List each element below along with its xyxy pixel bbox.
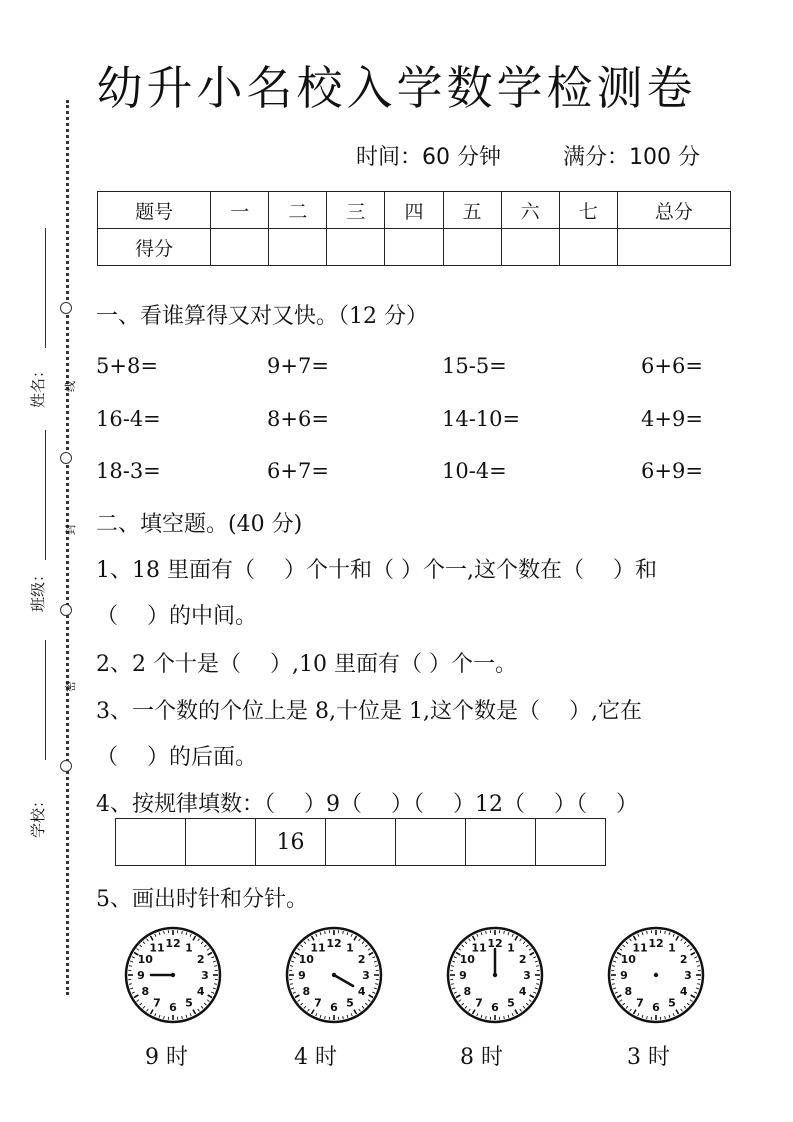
clock-tick — [164, 931, 165, 934]
clock-number: 12 — [326, 937, 342, 950]
calc-item: 16-4= — [96, 407, 161, 431]
clock-label: 9 时 — [145, 1045, 188, 1070]
clock-face[interactable] — [605, 924, 707, 1026]
clock-number: 4 — [679, 985, 688, 998]
clock-number: 2 — [518, 953, 527, 966]
clock-tick — [129, 966, 132, 967]
clock-number: 9 — [298, 969, 306, 982]
seal-mark-feng: 封 — [64, 524, 77, 535]
clock-number: 2 — [196, 953, 205, 966]
question-4: 4、按规律填数：（ ）9（ ）（ ）12（ ）（ ） — [96, 792, 638, 817]
score-header-cell: 五 — [443, 192, 501, 229]
pattern-box[interactable] — [325, 818, 396, 866]
pattern-box[interactable] — [115, 818, 186, 866]
clock-tick — [182, 931, 183, 934]
pattern-box-row — [116, 818, 606, 866]
calc-item: 5+8= — [96, 354, 158, 378]
clock-tick — [504, 931, 505, 934]
score-row-label: 得分 — [98, 229, 211, 266]
clock-number: 10 — [137, 953, 153, 966]
clock-number: 12 — [487, 937, 503, 950]
score-cell[interactable] — [443, 229, 501, 266]
calc-item: 6+9= — [641, 459, 703, 483]
score-cell[interactable] — [501, 229, 559, 266]
clock-tick — [665, 931, 666, 934]
clock-tick — [612, 966, 615, 967]
question-1b: （ ）的中间。 — [96, 604, 257, 629]
score-header-cell: 总分 — [617, 192, 730, 229]
clock-number: 8 — [302, 985, 311, 998]
question-2: 2、2 个十是（ ）,10 里面有（ ）个一。 — [96, 652, 517, 677]
calc-item: 14-10= — [442, 407, 521, 431]
score-header-cell: 二 — [269, 192, 327, 229]
clock-number: 3 — [523, 969, 531, 982]
score-cell[interactable] — [327, 229, 385, 266]
clock-number: 7 — [636, 996, 644, 1010]
binding-dotted-line — [66, 100, 69, 995]
clock-number: 1 — [507, 941, 515, 955]
clock-face[interactable] — [283, 924, 385, 1026]
clock-center — [493, 973, 497, 977]
calc-item: 18-3= — [96, 459, 161, 483]
clock-number: 10 — [459, 953, 475, 966]
clock-center — [654, 973, 658, 977]
clock-tick — [697, 966, 700, 967]
clock-number: 8 — [624, 985, 633, 998]
binding-circle — [60, 760, 72, 772]
clock-number: 6 — [652, 1001, 660, 1014]
clock-number: 5 — [185, 996, 193, 1010]
clock-number: 7 — [314, 996, 322, 1010]
clock-face[interactable] — [444, 924, 546, 1026]
clock-tick — [486, 1016, 487, 1019]
time-info: 时间：60 分钟 — [356, 145, 501, 170]
score-header-cell: 三 — [327, 192, 385, 229]
clock-number: 4 — [196, 985, 205, 998]
name-blank-line — [45, 228, 46, 348]
pattern-box[interactable]: 16 — [255, 818, 326, 866]
calc-item: 9+7= — [267, 354, 329, 378]
section2-heading: 二、填空题。(40 分) — [96, 512, 303, 537]
score-header-cell: 七 — [559, 192, 617, 229]
name-label: 姓名： — [29, 362, 47, 408]
clock-number: 9 — [459, 969, 467, 982]
clock-number: 10 — [298, 953, 314, 966]
full-score-info: 满分：100 分 — [563, 145, 700, 170]
clock-number: 12 — [165, 937, 181, 950]
clock-number: 4 — [357, 985, 366, 998]
clock-number: 9 — [620, 969, 628, 982]
pattern-box[interactable] — [185, 818, 256, 866]
clock-label: 3 时 — [627, 1045, 670, 1070]
question-1a: 1、18 里面有（ ）个十和（ ）个一,这个数在（ ）和 — [96, 558, 657, 583]
clock-face[interactable] — [122, 924, 224, 1026]
clock-number: 2 — [357, 953, 366, 966]
score-header-cell: 题号 — [98, 192, 211, 229]
clock-tick — [343, 1016, 344, 1019]
pattern-box[interactable] — [395, 818, 466, 866]
class-blank-line — [45, 430, 46, 560]
calc-item: 15-5= — [442, 354, 507, 378]
clock-tick — [665, 1016, 666, 1019]
question-3b: （ ）的后面。 — [96, 745, 257, 770]
clock-tick — [214, 966, 217, 967]
seal-mark-mi: 密 — [64, 681, 77, 692]
clock-label: 8 时 — [460, 1045, 503, 1070]
clock-tick — [647, 931, 648, 934]
clock-number: 5 — [668, 996, 676, 1010]
score-table-score-row — [98, 229, 731, 266]
question-3a: 3、一个数的个位上是 8,十位是 1,这个数是（ ）,它在 — [96, 699, 642, 724]
score-cell[interactable] — [269, 229, 327, 266]
calc-item: 8+6= — [267, 407, 329, 431]
class-label: 班级： — [29, 566, 47, 612]
clock-number: 11 — [310, 941, 326, 955]
clock-number: 7 — [153, 996, 161, 1010]
binding-circle — [60, 452, 72, 464]
clock-label: 4 时 — [294, 1045, 337, 1070]
binding-circle — [60, 604, 72, 616]
clock-number: 9 — [137, 969, 145, 982]
clock-number: 1 — [668, 941, 676, 955]
clock-number: 11 — [149, 941, 165, 955]
clock-tick — [536, 984, 539, 985]
clock-tick — [164, 1016, 165, 1019]
clock-tick — [451, 966, 454, 967]
clock-number: 12 — [648, 937, 664, 950]
clock-center — [332, 973, 336, 977]
score-table — [97, 191, 731, 266]
score-cell[interactable] — [211, 229, 269, 266]
score-cell[interactable] — [559, 229, 617, 266]
clock-tick — [214, 984, 217, 985]
score-header-cell: 一 — [211, 192, 269, 229]
clock-number: 3 — [201, 969, 209, 982]
clock-tick — [129, 984, 132, 985]
clock-number: 3 — [684, 969, 692, 982]
clock-tick — [504, 1016, 505, 1019]
calc-item: 4+9= — [641, 407, 703, 431]
clock-tick — [647, 1016, 648, 1019]
seal-mark-xian: 线 — [64, 381, 77, 392]
clock-number: 2 — [679, 953, 688, 966]
clock-tick — [325, 1016, 326, 1019]
clock-number: 10 — [620, 953, 636, 966]
clock-number: 1 — [346, 941, 354, 955]
clock-tick — [697, 984, 700, 985]
clock-number: 11 — [471, 941, 487, 955]
section1-heading: 一、看谁算得又对又快。（12 分） — [96, 304, 428, 329]
question-5: 5、画出时针和分针。 — [96, 887, 308, 912]
pattern-box[interactable] — [465, 818, 536, 866]
clock-number: 5 — [507, 996, 515, 1010]
clock-tick — [182, 1016, 183, 1019]
pattern-box[interactable] — [535, 818, 606, 866]
school-label: 学校： — [29, 792, 47, 838]
clock-tick — [375, 984, 378, 985]
clock-number: 8 — [463, 985, 472, 998]
score-table-header-row — [98, 192, 731, 229]
calc-item: 10-4= — [442, 459, 507, 483]
clock-tick — [375, 966, 378, 967]
clock-number: 7 — [475, 996, 483, 1010]
clock-number: 8 — [141, 985, 150, 998]
clock-number: 11 — [632, 941, 648, 955]
score-header-cell: 六 — [501, 192, 559, 229]
clock-tick — [451, 984, 454, 985]
clock-tick — [536, 966, 539, 967]
binding-circle — [60, 302, 72, 314]
score-cell[interactable] — [617, 229, 730, 266]
score-cell[interactable] — [385, 229, 443, 266]
school-blank-line — [45, 640, 46, 760]
clock-tick — [612, 984, 615, 985]
clock-tick — [325, 931, 326, 934]
clock-tick — [290, 984, 293, 985]
score-header-cell: 四 — [385, 192, 443, 229]
clock-number: 5 — [346, 996, 354, 1010]
clock-number: 3 — [362, 969, 370, 982]
page-title: 幼升小名校入学数学检测卷 — [96, 61, 697, 115]
clock-center — [171, 973, 175, 977]
clock-tick — [486, 931, 487, 934]
clock-number: 6 — [330, 1001, 338, 1014]
clock-tick — [343, 931, 344, 934]
clock-number: 1 — [185, 941, 193, 955]
calc-item: 6+7= — [267, 459, 329, 483]
clock-number: 4 — [518, 985, 527, 998]
clock-tick — [290, 966, 293, 967]
calc-item: 6+6= — [641, 354, 703, 378]
clock-number: 6 — [491, 1001, 499, 1014]
clock-number: 6 — [169, 1001, 177, 1014]
